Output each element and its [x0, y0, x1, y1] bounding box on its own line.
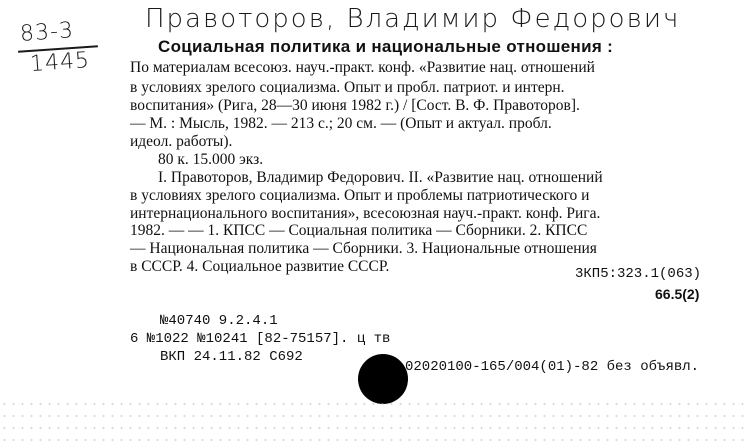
classification-code: 3КП5:323.1(063)	[575, 266, 702, 282]
body-line: По материалам всесоюз. науч.-практ. конф. «Развитие нац. отношений	[130, 59, 595, 76]
footer-line: 6 №1022 №10241 [82-75157]. ц тв	[130, 331, 391, 347]
body-line: в условиях зрелого социализма. Опыт и пробл. патриот. и интерн.	[130, 79, 565, 96]
punch-hole-mark	[358, 354, 408, 404]
classification-index: 66.5(2)	[655, 286, 700, 302]
body-line: воспитания» (Рига, 28—30 июня 1982 г.) / [Сост. В. Ф. Правоторов].	[130, 97, 580, 114]
body-line: 1982. — — 1. КПСС — Социальная политика — Сборники. 2. КПСС	[130, 222, 588, 239]
body-line: I. Правоторов, Владимир Федорович. II. «Развитие нац. отношений	[158, 169, 603, 186]
body-line: — Национальная политика — Сборники. 3. Национальные отношения	[130, 240, 597, 257]
body-line: интернационального воспитания», всесоюзная науч.-практ. конф. Рига.	[130, 205, 601, 222]
body-line: в СССР. 4. Социальное развитие СССР.	[130, 258, 390, 275]
scan-noise	[0, 398, 750, 447]
body-line: в условиях зрелого социализма. Опыт и проблемы патриотического и	[130, 187, 590, 204]
price-run-line: 80 к. 15.000 экз.	[158, 151, 264, 168]
footer-line: 02020100-165/004(01)-82 без объявл.	[405, 359, 700, 375]
body-line: — М. : Мысль, 1982. — 213 с.; 20 см. — (Опыт и актуал. пробл.	[130, 115, 552, 132]
handwritten-author: Правоторов, Владимир Федорович	[145, 4, 681, 34]
footer-line: ВКП 24.11.82 С692	[160, 349, 303, 365]
shelf-mark-bottom: 1445	[29, 47, 91, 78]
book-title: Социальная политика и национальные отношения :	[158, 37, 614, 56]
footer-line: №40740 9.2.4.1	[160, 313, 278, 329]
body-line: идеол. работы).	[130, 133, 233, 150]
shelf-mark-top: 83-3	[19, 18, 75, 47]
